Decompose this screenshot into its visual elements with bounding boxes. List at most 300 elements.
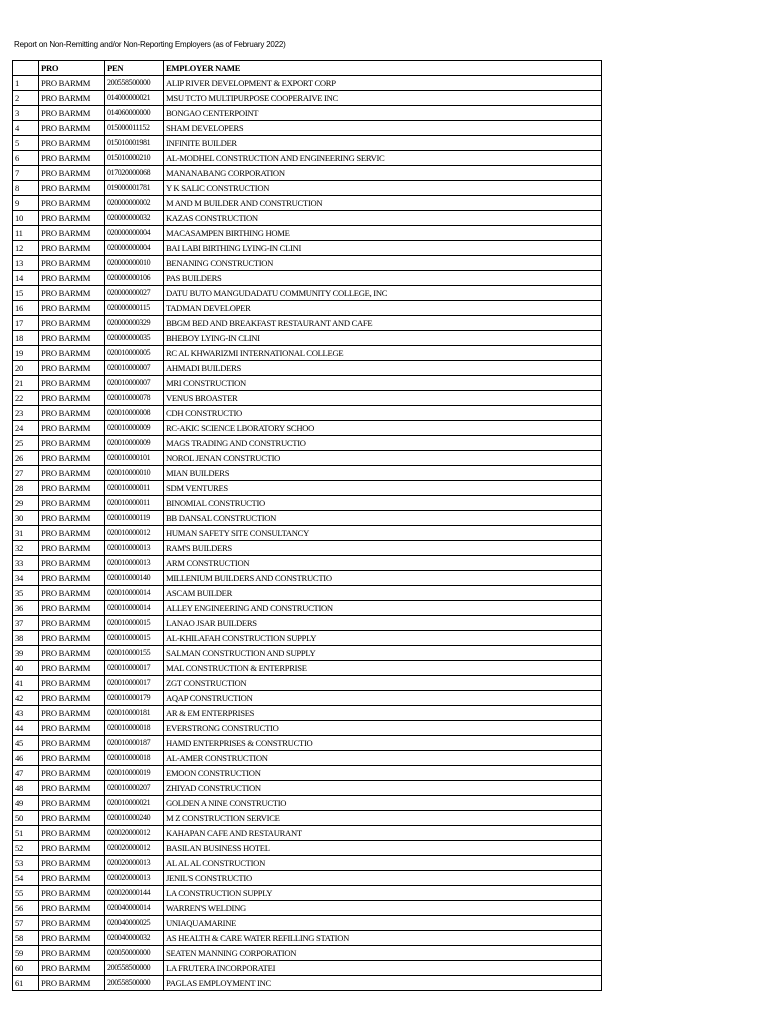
row-employer-name: RAM'S BUILDERS: [164, 541, 602, 556]
row-pro: PRO BARMM: [39, 181, 105, 196]
row-employer-name: SHAM DEVELOPERS: [164, 121, 602, 136]
row-number: 36: [13, 601, 39, 616]
row-number: 29: [13, 496, 39, 511]
row-pro: PRO BARMM: [39, 661, 105, 676]
table-row: [13, 76, 602, 91]
row-pen: 015000011152: [105, 121, 164, 136]
row-employer-name: BB DANSAL CONSTRUCTION: [164, 511, 602, 526]
row-pro: PRO BARMM: [39, 646, 105, 661]
row-pen: 020010000012: [105, 526, 164, 541]
row-number: 44: [13, 721, 39, 736]
row-pro: PRO BARMM: [39, 241, 105, 256]
row-employer-name: WARREN'S WELDING: [164, 901, 602, 916]
row-employer-name: DATU BUTO MANGUDADATU COMMUNITY COLLEGE, INC: [164, 286, 602, 301]
row-pen: 020000000032: [105, 211, 164, 226]
row-pen: 020010000187: [105, 736, 164, 751]
row-pen: 015010001981: [105, 136, 164, 151]
table-row: [13, 511, 602, 526]
row-number: 20: [13, 361, 39, 376]
row-number: 2: [13, 91, 39, 106]
row-employer-name: AQAP CONSTRUCTION: [164, 691, 602, 706]
row-pen: 020000000027: [105, 286, 164, 301]
table-row: [13, 451, 602, 466]
row-employer-name: AS HEALTH & CARE WATER REFILLING STATION: [164, 931, 602, 946]
row-employer-name: KAZAS CONSTRUCTION: [164, 211, 602, 226]
header-pen: PEN: [105, 61, 164, 76]
table-row: [13, 796, 602, 811]
row-number: 5: [13, 136, 39, 151]
row-pro: PRO BARMM: [39, 136, 105, 151]
row-pro: PRO BARMM: [39, 871, 105, 886]
row-pro: PRO BARMM: [39, 316, 105, 331]
row-pro: PRO BARMM: [39, 346, 105, 361]
row-pen: 020010000013: [105, 541, 164, 556]
table-row: [13, 421, 602, 436]
row-pro: PRO BARMM: [39, 376, 105, 391]
row-pro: PRO BARMM: [39, 691, 105, 706]
row-pen: 020010000181: [105, 706, 164, 721]
row-pen: 020020000144: [105, 886, 164, 901]
table-row: [13, 496, 602, 511]
row-pro: PRO BARMM: [39, 211, 105, 226]
row-pro: PRO BARMM: [39, 841, 105, 856]
row-number: 43: [13, 706, 39, 721]
row-employer-name: ZGT CONSTRUCTION: [164, 676, 602, 691]
row-number: 27: [13, 466, 39, 481]
row-number: 41: [13, 676, 39, 691]
row-pro: PRO BARMM: [39, 916, 105, 931]
row-employer-name: MSU TCTO MULTIPURPOSE COOPERAIVE INC: [164, 91, 602, 106]
row-employer-name: SDM VENTURES: [164, 481, 602, 496]
row-number: 60: [13, 961, 39, 976]
table-row: [13, 916, 602, 931]
row-number: 40: [13, 661, 39, 676]
row-pro: PRO BARMM: [39, 766, 105, 781]
row-employer-name: JENIL'S CONSTRUCTIO: [164, 871, 602, 886]
row-number: 12: [13, 241, 39, 256]
row-number: 57: [13, 916, 39, 931]
row-pen: 020010000009: [105, 436, 164, 451]
row-pro: PRO BARMM: [39, 826, 105, 841]
row-pen: 020040000025: [105, 916, 164, 931]
row-pro: PRO BARMM: [39, 421, 105, 436]
table-row: [13, 196, 602, 211]
table-row: [13, 856, 602, 871]
row-pro: PRO BARMM: [39, 436, 105, 451]
table-row: [13, 361, 602, 376]
row-number: 8: [13, 181, 39, 196]
table-row: [13, 211, 602, 226]
row-employer-name: VENUS BROASTER: [164, 391, 602, 406]
row-pro: PRO BARMM: [39, 91, 105, 106]
row-employer-name: NOROL JENAN CONSTRUCTIO: [164, 451, 602, 466]
table-row: [13, 481, 602, 496]
row-employer-name: UNIAQUAMARINE: [164, 916, 602, 931]
row-number: 16: [13, 301, 39, 316]
row-pro: PRO BARMM: [39, 286, 105, 301]
row-number: 9: [13, 196, 39, 211]
table-row: [13, 391, 602, 406]
table-row: [13, 706, 602, 721]
row-pro: PRO BARMM: [39, 631, 105, 646]
table-row: [13, 676, 602, 691]
row-number: 17: [13, 316, 39, 331]
table-row: [13, 181, 602, 196]
table-row: [13, 406, 602, 421]
table-row: [13, 556, 602, 571]
row-pen: 020010000179: [105, 691, 164, 706]
row-pen: 020020000013: [105, 856, 164, 871]
row-pen: 015010000210: [105, 151, 164, 166]
row-number: 31: [13, 526, 39, 541]
row-number: 24: [13, 421, 39, 436]
row-pro: PRO BARMM: [39, 271, 105, 286]
row-pen: 020050000000: [105, 946, 164, 961]
table-row: [13, 256, 602, 271]
row-number: 38: [13, 631, 39, 646]
header-employer-name: EMPLOYER NAME: [164, 61, 602, 76]
table-row: [13, 736, 602, 751]
table-row: [13, 331, 602, 346]
row-pro: PRO BARMM: [39, 946, 105, 961]
table-row: [13, 136, 602, 151]
row-pro: PRO BARMM: [39, 736, 105, 751]
row-pro: PRO BARMM: [39, 616, 105, 631]
row-number: 18: [13, 331, 39, 346]
row-number: 4: [13, 121, 39, 136]
table-row: [13, 886, 602, 901]
row-pro: PRO BARMM: [39, 226, 105, 241]
row-number: 59: [13, 946, 39, 961]
table-row: [13, 151, 602, 166]
table-row: [13, 721, 602, 736]
row-employer-name: HUMAN SAFETY SITE CONSULTANCY: [164, 526, 602, 541]
table-row: [13, 466, 602, 481]
row-employer-name: AL-AMER CONSTRUCTION: [164, 751, 602, 766]
row-employer-name: ARM CONSTRUCTION: [164, 556, 602, 571]
row-pro: PRO BARMM: [39, 901, 105, 916]
row-number: 23: [13, 406, 39, 421]
row-pen: 020010000005: [105, 346, 164, 361]
row-number: 26: [13, 451, 39, 466]
row-number: 14: [13, 271, 39, 286]
row-employer-name: HAMD ENTERPRISES & CONSTRUCTIO: [164, 736, 602, 751]
row-pro: PRO BARMM: [39, 151, 105, 166]
row-pen: 020000000115: [105, 301, 164, 316]
row-pen: 014000000021: [105, 91, 164, 106]
row-pro: PRO BARMM: [39, 511, 105, 526]
table-row: [13, 121, 602, 136]
row-employer-name: BAI LABI BIRTHING LYING-IN CLINI: [164, 241, 602, 256]
row-employer-name: MILLENIUM BUILDERS AND CONSTRUCTIO: [164, 571, 602, 586]
row-employer-name: Y K SALIC CONSTRUCTION: [164, 181, 602, 196]
row-pen: 020000000004: [105, 241, 164, 256]
row-pro: PRO BARMM: [39, 196, 105, 211]
row-pen: 020010000119: [105, 511, 164, 526]
row-pro: PRO BARMM: [39, 391, 105, 406]
row-pen: 020020000013: [105, 871, 164, 886]
row-employer-name: BHEBOY LYING-IN CLINI: [164, 331, 602, 346]
row-number: 45: [13, 736, 39, 751]
row-pen: 020010000155: [105, 646, 164, 661]
row-employer-name: AHMADI BUILDERS: [164, 361, 602, 376]
row-employer-name: EMOON CONSTRUCTION: [164, 766, 602, 781]
row-pen: 020010000011: [105, 496, 164, 511]
row-employer-name: BINOMIAL CONSTRUCTIO: [164, 496, 602, 511]
row-employer-name: PAGLAS EMPLOYMENT INC: [164, 976, 602, 991]
row-pro: PRO BARMM: [39, 976, 105, 991]
row-pen: 020000000010: [105, 256, 164, 271]
table-row: [13, 571, 602, 586]
row-pen: 020010000140: [105, 571, 164, 586]
table-row: [13, 646, 602, 661]
row-pen: 020010000240: [105, 811, 164, 826]
header-number: [13, 61, 39, 76]
table-row: [13, 901, 602, 916]
table-row: [13, 826, 602, 841]
row-employer-name: LA FRUTERA INCORPORATEI: [164, 961, 602, 976]
row-employer-name: INFINITE BUILDER: [164, 136, 602, 151]
row-number: 47: [13, 766, 39, 781]
row-pen: 020000000004: [105, 226, 164, 241]
row-number: 53: [13, 856, 39, 871]
row-pro: PRO BARMM: [39, 721, 105, 736]
row-pen: 020010000015: [105, 616, 164, 631]
header-pro: PRO: [39, 61, 105, 76]
row-employer-name: RC-AKIC SCIENCE LBORATORY SCHOO: [164, 421, 602, 436]
row-pro: PRO BARMM: [39, 571, 105, 586]
row-number: 51: [13, 826, 39, 841]
row-employer-name: MRI CONSTRUCTION: [164, 376, 602, 391]
row-employer-name: MAGS TRADING AND CONSTRUCTIO: [164, 436, 602, 451]
row-pro: PRO BARMM: [39, 331, 105, 346]
row-pen: 020010000013: [105, 556, 164, 571]
table-row: [13, 781, 602, 796]
row-pro: PRO BARMM: [39, 886, 105, 901]
row-pen: 020010000010: [105, 466, 164, 481]
row-number: 55: [13, 886, 39, 901]
table-row: [13, 346, 602, 361]
row-pen: 020010000011: [105, 481, 164, 496]
row-number: 22: [13, 391, 39, 406]
row-number: 56: [13, 901, 39, 916]
row-pro: PRO BARMM: [39, 76, 105, 91]
row-pro: PRO BARMM: [39, 856, 105, 871]
table-row: [13, 226, 602, 241]
row-number: 13: [13, 256, 39, 271]
table-row: [13, 961, 602, 976]
table-row: [13, 301, 602, 316]
table-row: [13, 376, 602, 391]
row-employer-name: EVERSTRONG CONSTRUCTIO: [164, 721, 602, 736]
row-pro: PRO BARMM: [39, 361, 105, 376]
table-row: [13, 766, 602, 781]
table-row: [13, 631, 602, 646]
row-pen: 020040000014: [105, 901, 164, 916]
row-number: 3: [13, 106, 39, 121]
row-number: 42: [13, 691, 39, 706]
row-pen: 020020000012: [105, 841, 164, 856]
row-pen: 019000001781: [105, 181, 164, 196]
row-employer-name: CDH CONSTRUCTIO: [164, 406, 602, 421]
row-number: 25: [13, 436, 39, 451]
row-number: 6: [13, 151, 39, 166]
row-pen: 017020000068: [105, 166, 164, 181]
row-employer-name: LA CONSTRUCTION SUPPLY: [164, 886, 602, 901]
table-row: [13, 316, 602, 331]
row-employer-name: BONGAO CENTERPOINT: [164, 106, 602, 121]
row-pro: PRO BARMM: [39, 121, 105, 136]
row-number: 7: [13, 166, 39, 181]
table-row: [13, 931, 602, 946]
row-pen: 020000000002: [105, 196, 164, 211]
table-row: [13, 91, 602, 106]
row-pen: 020010000078: [105, 391, 164, 406]
row-employer-name: M Z CONSTRUCTION SERVICE: [164, 811, 602, 826]
row-pro: PRO BARMM: [39, 481, 105, 496]
row-pro: PRO BARMM: [39, 796, 105, 811]
table-row: [13, 616, 602, 631]
row-pro: PRO BARMM: [39, 541, 105, 556]
table-row: [13, 436, 602, 451]
row-pro: PRO BARMM: [39, 781, 105, 796]
table-row: [13, 241, 602, 256]
row-pen: 020010000007: [105, 376, 164, 391]
table-row: [13, 601, 602, 616]
row-pen: 020010000019: [105, 766, 164, 781]
table-row: [13, 811, 602, 826]
row-number: 46: [13, 751, 39, 766]
row-pen: 020010000007: [105, 361, 164, 376]
row-pen: 020010000008: [105, 406, 164, 421]
row-pro: PRO BARMM: [39, 961, 105, 976]
row-employer-name: BBGM BED AND BREAKFAST RESTAURANT AND CAFE: [164, 316, 602, 331]
table-row: [13, 691, 602, 706]
row-number: 15: [13, 286, 39, 301]
row-pen: 020010000009: [105, 421, 164, 436]
table-row: [13, 841, 602, 856]
row-pro: PRO BARMM: [39, 556, 105, 571]
row-number: 61: [13, 976, 39, 991]
row-number: 35: [13, 586, 39, 601]
row-employer-name: ALIP RIVER DEVELOPMENT & EXPORT CORP: [164, 76, 602, 91]
row-employer-name: SALMAN CONSTRUCTION AND SUPPLY: [164, 646, 602, 661]
table-row: [13, 661, 602, 676]
row-pen: 020000000035: [105, 331, 164, 346]
row-pen: 014060000000: [105, 106, 164, 121]
row-number: 34: [13, 571, 39, 586]
row-pen: 020010000017: [105, 676, 164, 691]
row-number: 1: [13, 76, 39, 91]
row-pen: 200558500000: [105, 976, 164, 991]
row-number: 19: [13, 346, 39, 361]
row-number: 11: [13, 226, 39, 241]
row-employer-name: SEATEN MANNING CORPORATION: [164, 946, 602, 961]
row-pro: PRO BARMM: [39, 676, 105, 691]
row-pen: 020000000106: [105, 271, 164, 286]
row-pro: PRO BARMM: [39, 601, 105, 616]
table-row: [13, 106, 602, 121]
employer-table: [12, 60, 602, 991]
row-pen: 020020000012: [105, 826, 164, 841]
row-pen: 020010000015: [105, 631, 164, 646]
row-pen: 020010000021: [105, 796, 164, 811]
row-employer-name: TADMAN DEVELOPER: [164, 301, 602, 316]
row-pen: 020010000018: [105, 751, 164, 766]
row-number: 48: [13, 781, 39, 796]
table-row: [13, 286, 602, 301]
table-row: [13, 751, 602, 766]
row-number: 30: [13, 511, 39, 526]
report-title: Report on Non-Remitting and/or Non-Reporting Employers (as of February 2022): [14, 40, 286, 49]
row-pro: PRO BARMM: [39, 706, 105, 721]
row-number: 37: [13, 616, 39, 631]
row-pen: 020010000017: [105, 661, 164, 676]
row-employer-name: MAL CONSTRUCTION & ENTERPRISE: [164, 661, 602, 676]
row-number: 50: [13, 811, 39, 826]
row-pen: 020010000101: [105, 451, 164, 466]
table-row: [13, 271, 602, 286]
row-employer-name: ZHIYAD CONSTRUCTION: [164, 781, 602, 796]
table-row: [13, 871, 602, 886]
row-pro: PRO BARMM: [39, 256, 105, 271]
row-employer-name: M AND M BUILDER AND CONSTRUCTION: [164, 196, 602, 211]
row-number: 32: [13, 541, 39, 556]
row-number: 54: [13, 871, 39, 886]
row-employer-name: RC AL KHWARIZMI INTERNATIONAL COLLEGE: [164, 346, 602, 361]
row-number: 33: [13, 556, 39, 571]
row-pro: PRO BARMM: [39, 811, 105, 826]
row-pro: PRO BARMM: [39, 451, 105, 466]
row-pen: 200558500000: [105, 961, 164, 976]
row-employer-name: MANANABANG CORPORATION: [164, 166, 602, 181]
row-employer-name: MIAN BUILDERS: [164, 466, 602, 481]
row-employer-name: AL AL AL CONSTRUCTION: [164, 856, 602, 871]
row-number: 21: [13, 376, 39, 391]
row-pro: PRO BARMM: [39, 106, 105, 121]
row-pro: PRO BARMM: [39, 496, 105, 511]
row-employer-name: PAS BUILDERS: [164, 271, 602, 286]
row-pen: 200558500000: [105, 76, 164, 91]
row-employer-name: AL-KHILAFAH CONSTRUCTION SUPPLY: [164, 631, 602, 646]
row-employer-name: BASILAN BUSINESS HOTEL: [164, 841, 602, 856]
row-pro: PRO BARMM: [39, 586, 105, 601]
table-header-row: [13, 61, 602, 76]
row-pro: PRO BARMM: [39, 466, 105, 481]
row-employer-name: ALLEY ENGINEERING AND CONSTRUCTION: [164, 601, 602, 616]
table-row: [13, 976, 602, 991]
row-pen: 020010000018: [105, 721, 164, 736]
row-employer-name: BENANING CONSTRUCTION: [164, 256, 602, 271]
row-employer-name: ASCAM BUILDER: [164, 586, 602, 601]
row-pro: PRO BARMM: [39, 931, 105, 946]
row-employer-name: GOLDEN A NINE CONSTRUCTIO: [164, 796, 602, 811]
row-pro: PRO BARMM: [39, 406, 105, 421]
row-employer-name: LANAO JSAR BUILDERS: [164, 616, 602, 631]
row-number: 10: [13, 211, 39, 226]
row-number: 39: [13, 646, 39, 661]
row-number: 52: [13, 841, 39, 856]
row-number: 49: [13, 796, 39, 811]
table-row: [13, 526, 602, 541]
row-employer-name: KAHAPAN CAFE AND RESTAURANT: [164, 826, 602, 841]
table-row: [13, 586, 602, 601]
table-row: [13, 166, 602, 181]
table-row: [13, 946, 602, 961]
row-employer-name: MACASAMPEN BIRTHING HOME: [164, 226, 602, 241]
row-employer-name: AL-MODHEL CONSTRUCTION AND ENGINEERING SERVIC: [164, 151, 602, 166]
row-pro: PRO BARMM: [39, 166, 105, 181]
